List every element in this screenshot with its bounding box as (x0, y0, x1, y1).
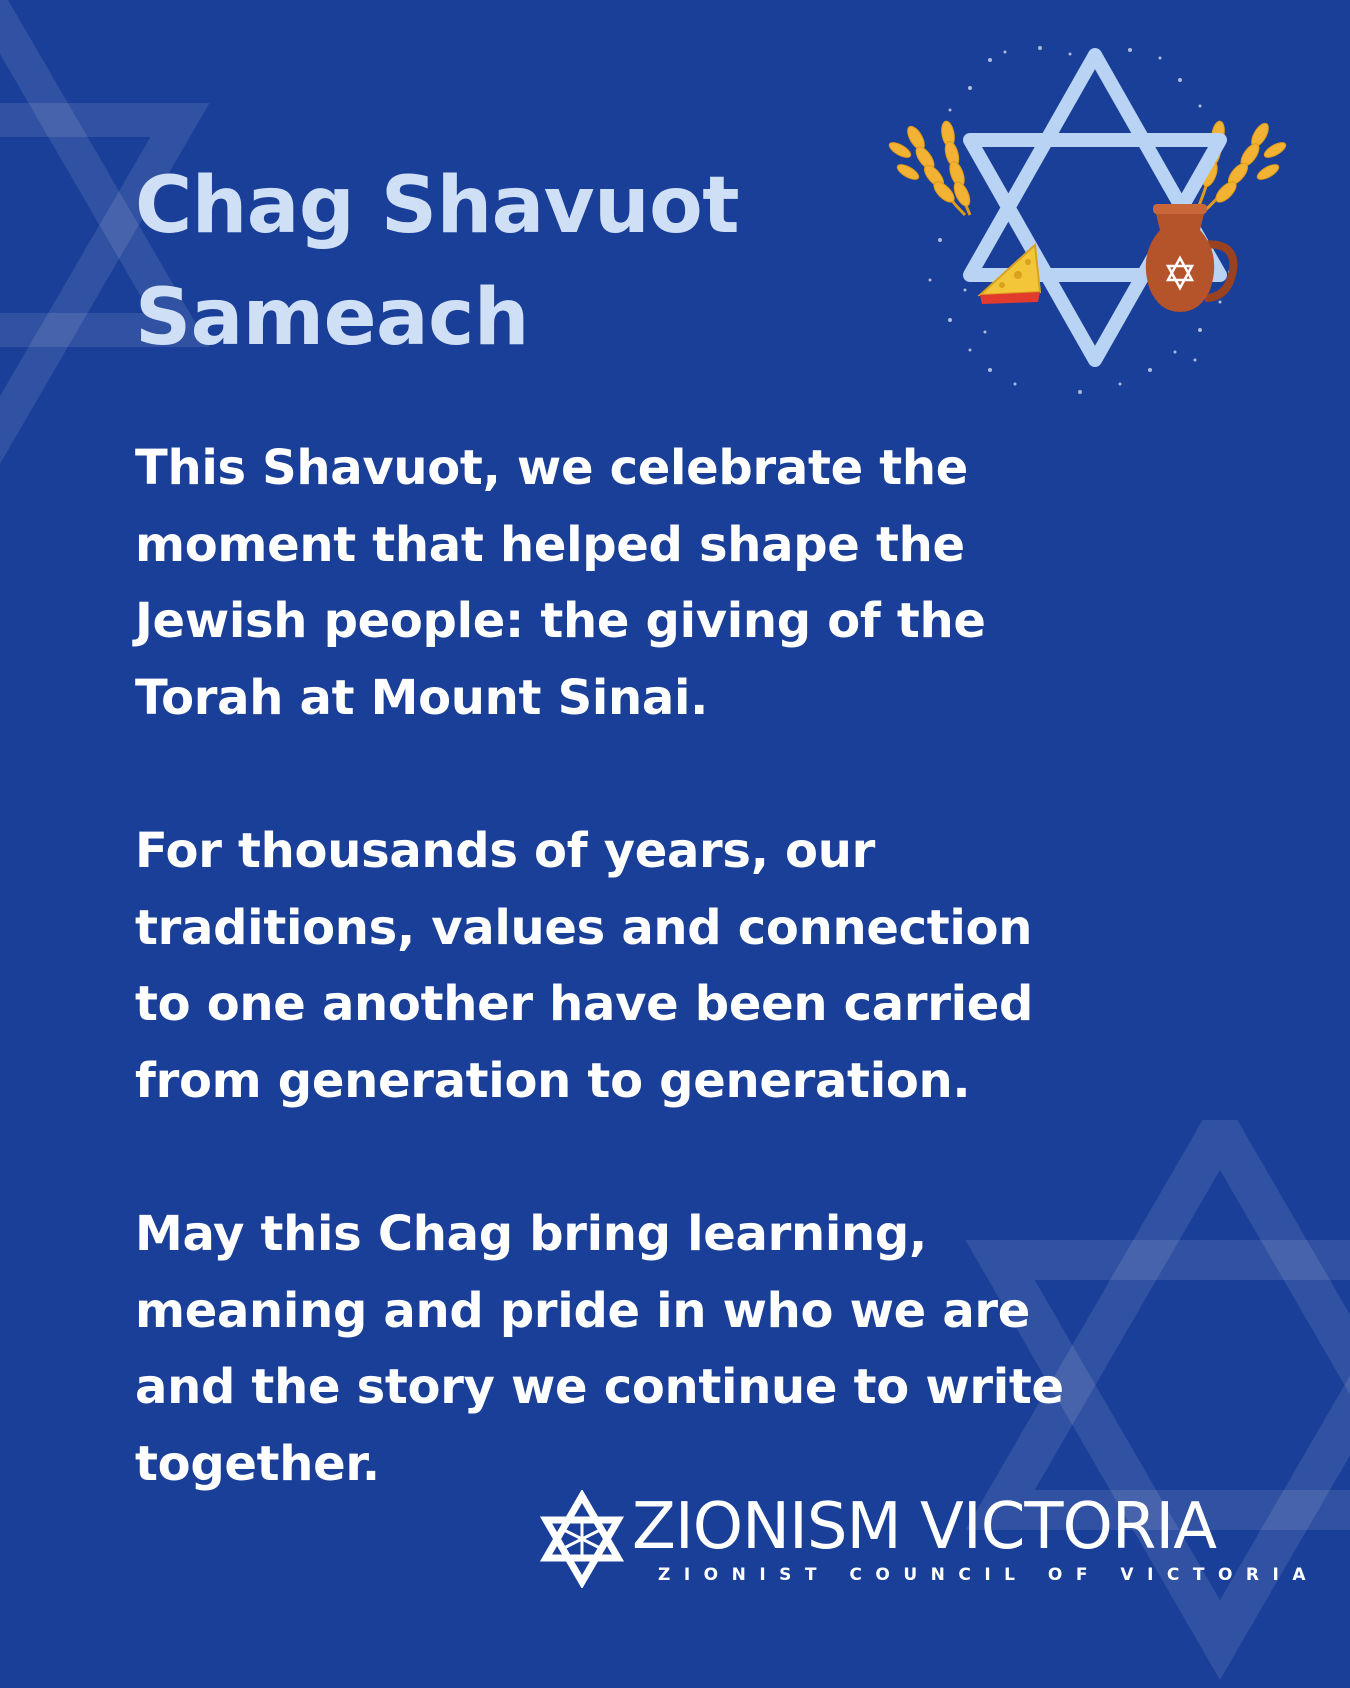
zionism-victoria-logo (540, 1490, 1319, 1600)
wheat-left-icon (887, 120, 973, 215)
paragraph-line: to one another have been carried (135, 976, 1034, 1032)
logo-name: ZIONISM VICTORIA (632, 1490, 1216, 1564)
title-line-1: Chag Shavuot (135, 161, 739, 251)
paragraph-line: moment that helped shape the (135, 516, 965, 573)
paragraph-traditions (135, 813, 1195, 1119)
shavuot-illustration (870, 40, 1320, 400)
paragraph-line: Jewish people: the giving of the (135, 593, 986, 649)
star-of-david-icon (540, 1490, 624, 1588)
paragraph-line: from generation to generation. (135, 1052, 971, 1109)
paragraph-line: together. (135, 1435, 380, 1492)
paragraph-line: This Shavuot, we celebrate the (135, 440, 969, 496)
message-body (135, 430, 1195, 1579)
paragraph-celebrate (135, 430, 1195, 736)
jug-icon (1146, 204, 1234, 312)
page-title (135, 150, 739, 374)
paragraph-line: meaning and pride in who we are (135, 1282, 1031, 1339)
title-line-2: Sameach (135, 273, 529, 363)
paragraph-line: traditions, values and connection (135, 899, 1033, 956)
paragraph-blessing (135, 1196, 1195, 1502)
paragraph-line: and the story we continue to write (135, 1359, 1064, 1415)
paragraph-line: For thousands of years, our (135, 823, 875, 879)
paragraph-line: May this Chag bring learning, (135, 1206, 927, 1262)
paragraph-line: Torah at Mount Sinai. (135, 669, 709, 726)
logo-tagline: ZIONIST COUNCIL OF VICTORIA (658, 1565, 1319, 1585)
